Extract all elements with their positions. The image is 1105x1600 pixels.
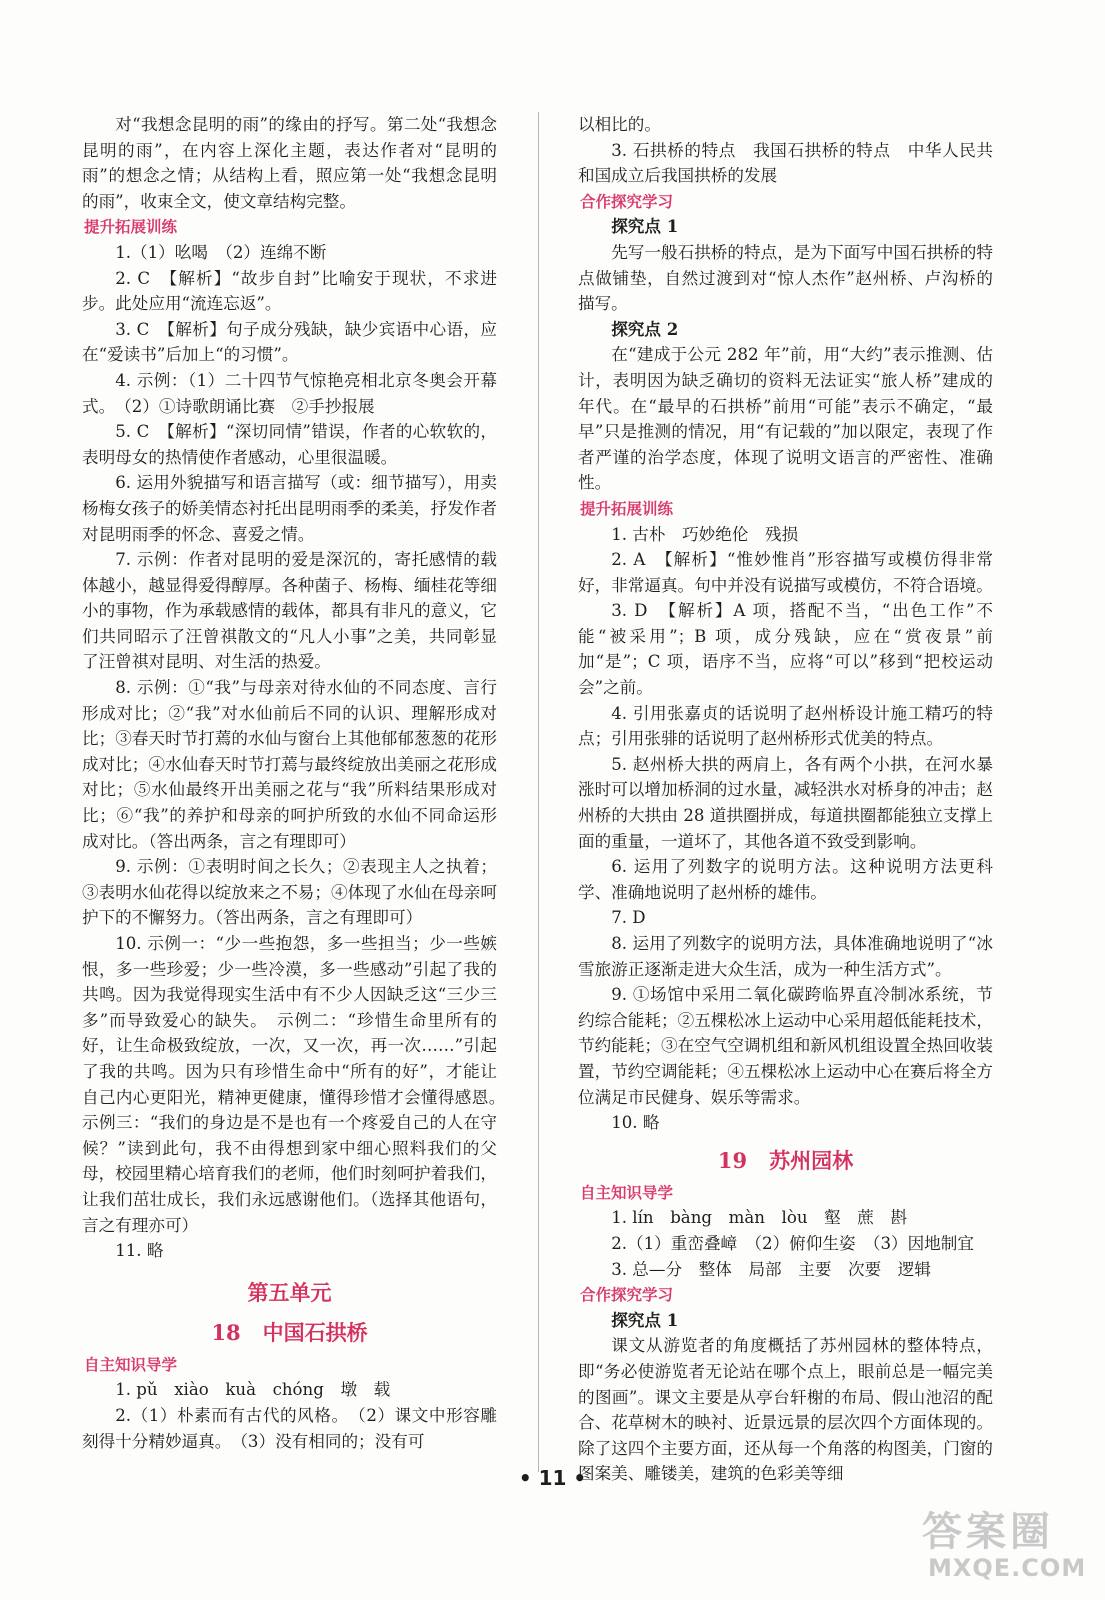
left-column	[82, 112, 514, 1454]
answer-item: 1. 古朴 巧妙绝伦 残损	[611, 524, 799, 544]
answer-item: 4. 引用张嘉贞的话说明了赵州桥设计施工精巧的特点；引用张𬴂的话说明了赵州桥形式优美的特点。	[578, 703, 993, 749]
page-number: • 11 •	[518, 1466, 587, 1490]
answer-item: 9. 示例：①表明时间之长久；②表现主人之执着；③表明水仙花得以绽放来之不易；④体现了水仙在母亲呵护下的不懈努力。（答出两条，言之有理即可）	[82, 857, 497, 928]
answer-item: 10. 略	[611, 1113, 660, 1133]
watermark-text: 答案圈	[922, 1509, 1054, 1555]
answer-item: 7. 示例：作者对昆明的爱是深沉的，寄托感情的载体越小，越显得爱得醇厚。各种菌子、杨梅、缅桂花等细小的事物，作为承载感情的载体，都具有非凡的意义，它们共同昭示了汪曾祺散文的“凡人小事”之美，共同彰显了汪曾祺对昆明、对生活的热爱。	[82, 550, 497, 672]
answer-item: 1. lín bàng màn lòu 壑 蔗 斟	[611, 1208, 908, 1228]
answer-item: 3. 总—分 整体 局部 主要 次要 逻辑	[611, 1259, 931, 1279]
answer-item: 8. 示例：①“我”与母亲对待水仙的不同态度、言行形成对比；②“我”对水仙前后不同的认识、理解形成对比；③春天时节打蔫的水仙与窗台上其他郁郁葱葱的花形成对比；④水仙春天时节打蔫与最终绽放出美丽之花形成对比；⑤水仙最终开出美丽之花与“我”所料结果形成对比；⑥“我”的养护和母亲的呵护所致的水仙不同命运形成对比。（答出两条，言之有理即可）	[82, 678, 497, 851]
paragraph: 课文从游览者的角度概括了苏州园林的整体特点，即“务必使游览者无论站在哪个点上，眼前总是一幅完美的图画”。课文主要是从亭台轩榭的布局、假山池沼的配合、花草树木的映衬、近景远景的层次四个方面体现的。除了这四个主要方面，还从每一个角落的构图美，门窗的图案美、雕镂美，建筑的色彩美等细	[578, 1336, 993, 1484]
section-heading: 提升拓展训练	[84, 217, 178, 237]
answer-item: 2. A 【解析】“惟妙惟肖”形容描写或模仿得非常好，非常逼真。句中并没有说描写或模仿，不符合语境。	[578, 550, 993, 595]
column-divider	[538, 112, 539, 1472]
lesson-number: 18	[211, 1319, 241, 1345]
right-column	[578, 112, 993, 1487]
answer-item: 2.（1）重峦叠嶂 （2）俯仰生姿 （3）因地制宜	[611, 1233, 974, 1253]
lesson-name: 苏州园林	[769, 1147, 854, 1173]
answer-item: 11. 略	[115, 1241, 164, 1261]
answer-item: 8. 运用了列数字的说明方法，具体准确地说明了“冰雪旅游正逐渐走进大众生活，成为一种生活方式”。	[578, 934, 993, 979]
answer-item: 6. 运用外貌描写和语言描写（或：细节描写），用卖杨梅女孩子的娇美情态衬托出昆明雨季的柔美，抒发作者对昆明雨季的怀念、喜爱之情。	[82, 473, 497, 544]
answer-item: 2.（1）朴素而有古代的风格。 （2）课文中形容雕刻得十分精妙逼真。 （3）没有相同的；没有可	[82, 1405, 497, 1451]
answer-item: 9. ①场馆中采用二氧化碳跨临界直冷制冰系统，节约综合能耗；②五棵松冰上运动中心采用超低能耗技术，节约能耗；③在空气空调机组和新风机组设置全热回收装置，节约空调能耗；④五棵松冰上运动中心在赛后将全方位满足市民健身、娱乐等需求。	[578, 985, 993, 1107]
lesson-name: 中国石拱桥	[262, 1319, 368, 1345]
section-heading: 自主知识导学	[84, 1354, 178, 1374]
paragraph: 以相比的。	[578, 115, 661, 134]
lesson-title-18	[82, 1318, 497, 1348]
answer-item: 3. D 【解析】A 项，搭配不当，“出色工作”不能“被采用”；B 项，成分残缺，应在“赏夜景”前加“是”；C 项，语序不当，应将“可以”移到“把校运动会”之前。	[578, 601, 993, 698]
answer-item: 2. C 【解析】“故步自封”比喻安于现状，不求进步。此处应用“流连忘返”。	[82, 268, 497, 314]
section-heading: 合作探究学习	[580, 1285, 674, 1305]
answer-item: 4. 示例：（1）二十四节气惊艳亮相北京冬奥会开幕式。 （2）①诗歌朗诵比赛 ②手抄报展	[82, 370, 497, 416]
paragraph: 在“建成于公元 282 年”前，用“大约”表示推测、估计，表明因为缺乏确切的资料无法证实“旅人桥”建成的年代。在“最早的石拱桥”前用“可能”表示不确定，“最早”只是推测的情况，用“有记载的”加以限定，表现了作者严谨的治学态度，体现了说明文语言的严密性、准确性。	[578, 345, 993, 493]
answer-item: 5. C 【解析】“深切同情”错误，作者的心软软的，表明母女的热情使作者感动，心里很温暖。	[82, 422, 497, 467]
answer-item: 1. pǔ xiào kuà chóng 墩 载	[115, 1380, 391, 1400]
section-heading: 提升拓展训练	[580, 498, 674, 518]
watermark-logo	[918, 1500, 1087, 1586]
paragraph: 先写一般石拱桥的特点，是为下面写中国石拱桥的特点做铺垫，自然过渡到对“惊人杰作”赵州桥、卢沟桥的描写。	[578, 242, 993, 314]
paragraph: 对“我想念昆明的雨”的缘由的抒写。第二处“我想念昆明的雨”，在内容上深化主题，表达作者对“昆明的雨”的想念之情；从结构上看，照应第一处“我想念昆明的雨”，收束全文，使文章结构完整。	[82, 115, 497, 211]
answer-item: 7. D	[611, 908, 646, 928]
lesson-number: 19	[717, 1147, 748, 1173]
answer-item: 5. 赵州桥大拱的两肩上，各有两个小拱，在河水暴涨时可以增加桥洞的过水量，减轻洪水对桥身的冲击；赵州桥的大拱由 28 道拱圈拼成，每道拱圈都能独立支撑上面的重量，一道坏了，其他各道不致受到影响。	[578, 754, 993, 851]
inquiry-point: 探究点 2	[611, 318, 679, 339]
answer-item: 3. 石拱桥的特点 我国石拱桥的特点 中华人民共和国成立后我国拱桥的发展	[578, 140, 993, 186]
unit-title: 第五单元	[247, 1279, 332, 1305]
answer-item: 3. C 【解析】句子成分残缺，缺少宾语中心语，应在“爱读书”后加上“的习惯”。	[82, 319, 497, 365]
watermark-url: MXQE.COM	[928, 1554, 1087, 1582]
answer-item: 10. 示例一：“少一些抱怨，多一些担当；少一些嫉恨，多一些珍爱；少一些冷漠，多一些感动”引起了我的共鸣。因为我觉得现实生活中有不少人因缺乏这“三少三多”而导致爱心的缺失。 示例二：“珍惜生命里所有的好，让生命极致绽放，一次，又一次，再一次……”引起了我的共鸣。因为只有珍惜生命中“所有的好”，才能让自己内心更阳光，精神更健康，懂得珍惜才会懂得感恩。 示例三：“我们的身边是不是也有一个疼爱自己的人在守候？”读到此句，我不由得想到家中细心照料我们的父母，校园里精心培育我们的老师，他们时刻呵护着我们，让我们茁壮成长，我们永远感谢他们。（选择其他语句，言之有理亦可）	[82, 934, 514, 1235]
answer-item: 6. 运用了列数字的说明方法。这种说明方法更科学、准确地说明了赵州桥的雄伟。	[578, 857, 993, 902]
answer-item: 1.（1）吆喝 （2）连绵不断	[115, 242, 327, 262]
section-heading: 自主知识导学	[580, 1182, 674, 1202]
lesson-title-19	[578, 1146, 993, 1176]
inquiry-point: 探究点 1	[611, 1309, 679, 1330]
inquiry-point: 探究点 1	[611, 216, 679, 237]
section-heading: 合作探究学习	[580, 191, 674, 211]
